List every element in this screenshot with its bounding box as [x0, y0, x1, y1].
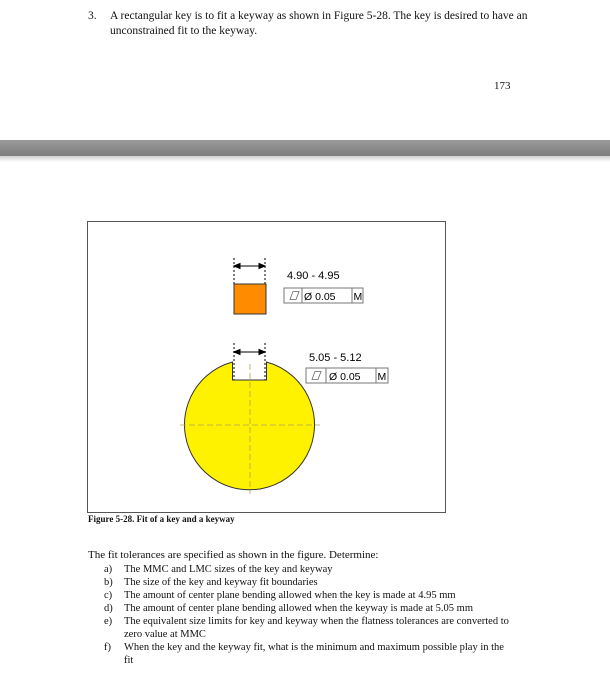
item-text: The equivalent size limits for key and keyway when the flatness tolerances are converted to zero value at MMC: [124, 616, 509, 640]
problem-number: 3.: [88, 10, 97, 22]
item-text: The amount of center plane bending allowed when the keyway is made at 5.05 mm: [124, 603, 474, 614]
figure-5-28: [87, 221, 446, 513]
item-label: e): [104, 616, 113, 627]
figure-drawing: [88, 222, 445, 512]
list-item: [104, 589, 514, 602]
item-label: f): [104, 642, 111, 653]
item-label: d): [104, 603, 113, 614]
item-label: a): [104, 564, 113, 575]
page-number: 173: [494, 80, 511, 92]
list-item: [104, 563, 514, 576]
key-tolerance-label: Ø 0.05: [304, 291, 336, 303]
item-text: When the key and the keyway fit, what is the minimum and maximum possible play in the fit: [124, 642, 504, 666]
page-divider: [0, 140, 610, 156]
shaft-with-keyway: [185, 362, 315, 490]
item-label: c): [104, 590, 113, 601]
list-item: [104, 615, 514, 641]
list-item: [104, 576, 514, 589]
figure-caption: Figure 5-28. Fit of a key and a keyway: [88, 514, 235, 524]
key-feature-control-frame: [284, 288, 363, 303]
keyway-modifier-label: M: [377, 371, 387, 383]
keyway-tolerance-label: Ø 0.05: [329, 371, 361, 383]
key-size-label: 4.90 - 4.95: [287, 270, 340, 282]
list-item: [104, 641, 514, 667]
item-text: The size of the key and keyway fit boundaries: [124, 577, 318, 588]
page-divider-shadow: [0, 156, 610, 162]
keyway-size-label: 5.05 - 5.12: [309, 352, 362, 364]
item-label: b): [104, 577, 113, 588]
keyway-feature-control-frame: [306, 368, 388, 383]
item-text: The MMC and LMC sizes of the key and keyway: [124, 564, 333, 575]
questions-intro: The fit tolerances are specified as shown in the figure. Determine:: [88, 549, 379, 561]
list-item: [104, 602, 514, 615]
keyway-dimension-line: [234, 343, 265, 382]
question-list: [104, 563, 514, 667]
key-modifier-label: M: [353, 291, 363, 303]
problem-text: A rectangular key is to fit a keyway as shown in Figure 5-28. The key is desired to have an unconstrained fit to the keyway.: [110, 10, 528, 37]
key-block: [234, 284, 266, 314]
item-text: The amount of center plane bending allowed when the key is made at 4.95 mm: [124, 590, 456, 601]
